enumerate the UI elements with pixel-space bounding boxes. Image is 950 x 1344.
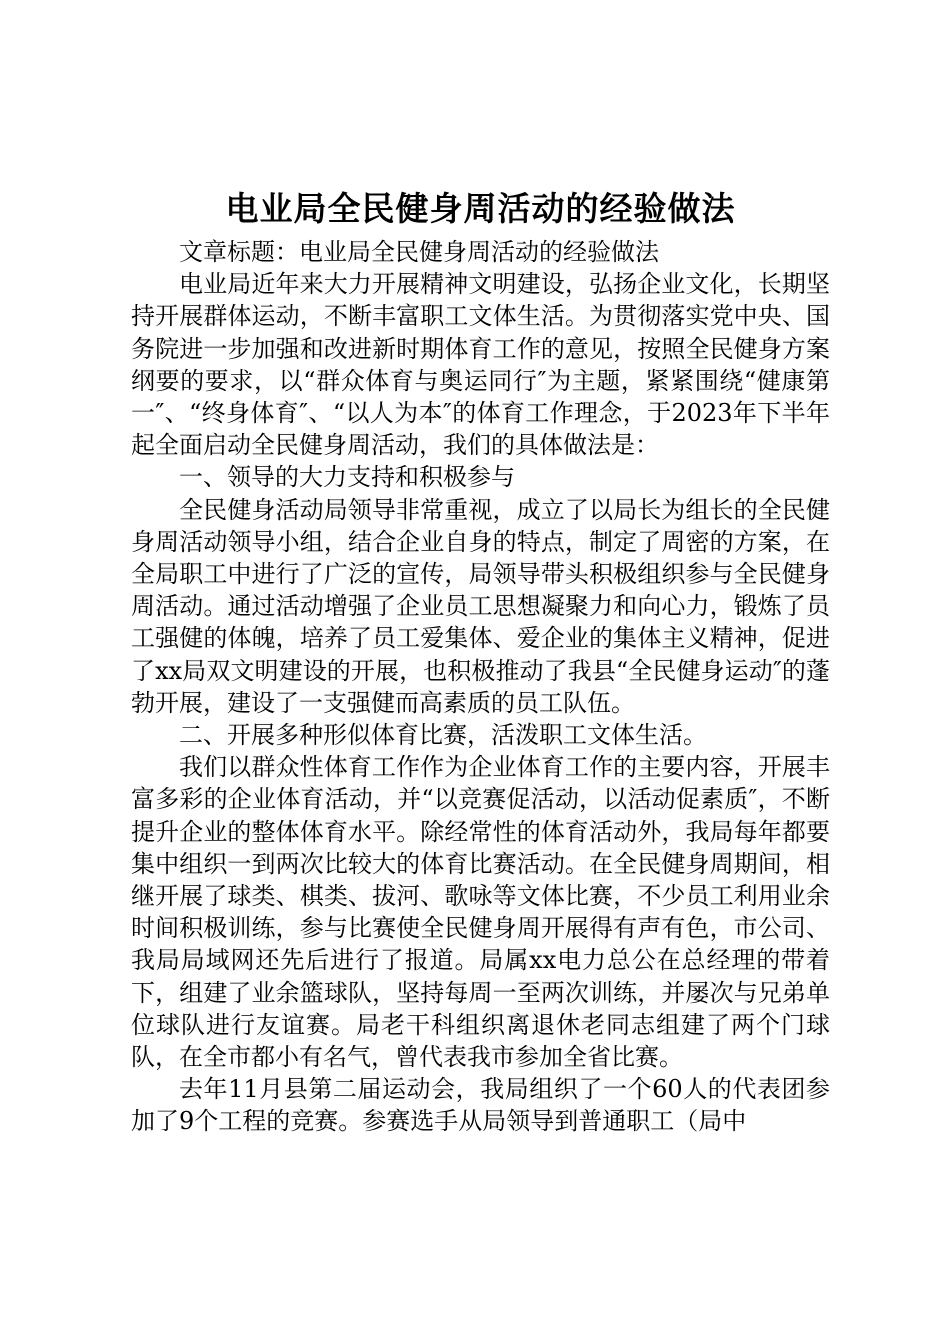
section-heading-1: 一、领导的大力支持和积极参与: [179, 463, 515, 492]
document-page: [131, 184, 830, 1138]
document-title: 电业局全民健身周活动的经验做法: [225, 189, 736, 228]
section-2-paragraph: 我们以群众性体育工作作为企业体育工作的主要内容，开展丰富多彩的企业体育活动，并“以竞赛促活动，以活动促素质″，不断提升企业的整体体育水平。除经常性的体育活动外，我局每年都要集中组织一到两次比较大的体育比赛活动。在全民健身周期间，相继开展了球类、棋类、拔河、歌咏等文体比赛，不少员工利用业余时间积极训练，参与比赛使全民健身周开展得有声有色，市公司、我局局域网还先后进行了报道。局属xx电力总公在总经理的带着下，组建了业余篮球队，坚持每周一至两次训练，并屡次与兄弟单位球队进行友谊赛。局老干科组织离退休老同志组建了两个门球队，在全市都小有名气，曾代表我市参加全省比赛。: [131, 753, 830, 1072]
section-2-paragraph-continued: 去年11月县第二届运动会，我局组织了一个60人的代表团参加了9个工程的竞赛。参赛选手从局领导到普通职工（局中: [131, 1075, 830, 1136]
intro-paragraph: 电业局近年来大力开展精神文明建设，弘扬企业文化，长期坚持开展群体运动，不断丰富职工文体生活。为贯彻落实党中央、国务院进一步加强和改进新时期体育工作的意见，按照全民健身方案纲要的要求，以“群众体育与奥运同行″为主题，紧紧围绕“健康第一″、“终身体育″、“以人为本″的体育工作理念，于2023年下半年起全面启动全民健身周活动，我们的具体做法是：: [131, 270, 830, 460]
article-title-line: 文章标题：电业局全民健身周活动的经验做法: [179, 238, 659, 266]
section-1-paragraph: 全民健身活动局领导非常重视，成立了以局长为组长的全民健身周活动领导小组，结合企业自身的特点，制定了周密的方案，在全局职工中进行了广泛的宣传，局领导带头积极组织参与全民健身周活动。通过活动增强了企业员工思想凝聚力和向心力，锻炼了员工强健的体魄，培养了员工爱集体、爱企业的集体主义精神，促进了xx局双文明建设的开展，也积极推动了我县“全民健身运动″的蓬勃开展，建设了一支强健而高素质的员工队伍。: [131, 495, 830, 717]
section-heading-2: 二、开展多种形似体育比赛，活泼职工文体生活。: [179, 721, 707, 750]
